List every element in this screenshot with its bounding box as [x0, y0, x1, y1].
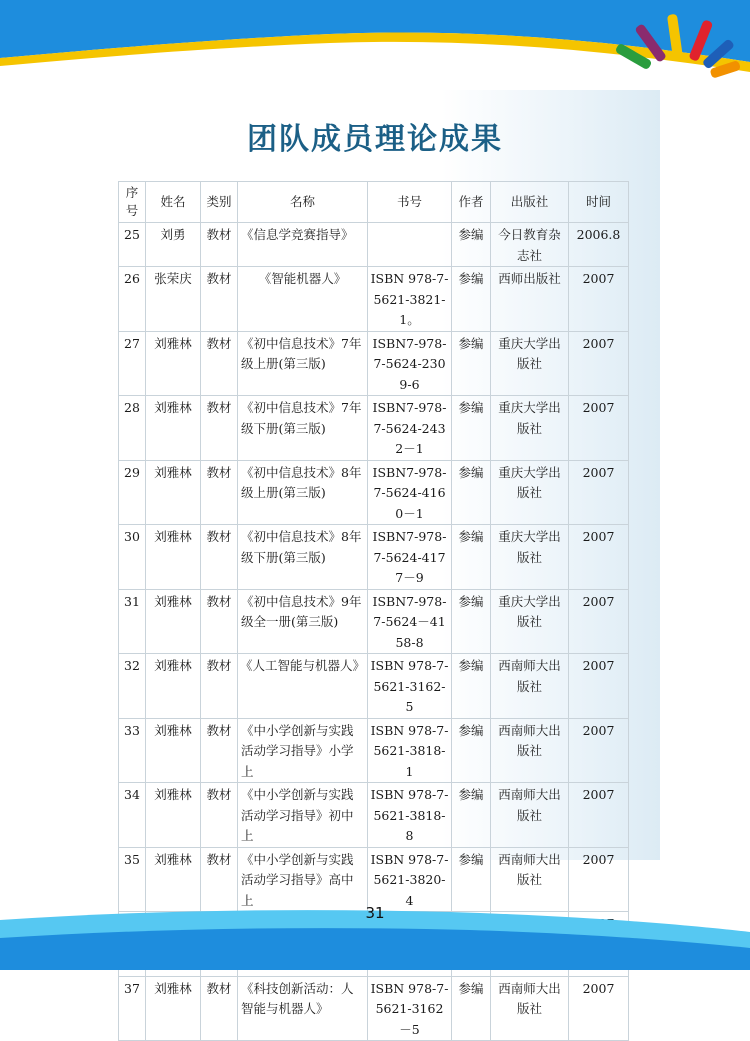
table-row — [119, 223, 629, 267]
cell-name: 刘勇 — [146, 223, 201, 267]
cell-name: 刘雅林 — [146, 847, 201, 912]
cell-name: 张荣庆 — [146, 267, 201, 332]
cell-role: 参编 — [452, 654, 491, 719]
cell-category: 教材 — [201, 223, 238, 267]
cell-time: 2006.8 — [569, 223, 629, 267]
cell-publisher: 西南师大出版社 — [491, 783, 569, 848]
cell-time: 2007 — [569, 331, 629, 396]
header-index: 序号 — [119, 182, 146, 223]
cell-time: 2007 — [569, 267, 629, 332]
cell-category: 教材 — [201, 396, 238, 461]
cell-role: 参编 — [452, 589, 491, 654]
header-time: 时间 — [569, 182, 629, 223]
cell-time: 2007 — [569, 396, 629, 461]
header-publisher: 出版社 — [491, 182, 569, 223]
cell-name: 刘雅林 — [146, 331, 201, 396]
cell-name: 刘雅林 — [146, 654, 201, 719]
cell-publisher: 西南师大出版社 — [491, 976, 569, 1041]
cell-name: 刘雅林 — [146, 589, 201, 654]
cell-category: 教材 — [201, 589, 238, 654]
cell-role: 参编 — [452, 223, 491, 267]
cell-name: 刘雅林 — [146, 460, 201, 525]
cell-category: 教材 — [201, 976, 238, 1041]
cell-index: 30 — [119, 525, 146, 590]
cell-index: 37 — [119, 976, 146, 1041]
cell-index: 28 — [119, 396, 146, 461]
cell-index: 29 — [119, 460, 146, 525]
header-category: 类别 — [201, 182, 238, 223]
cell-publisher: 西南师大出版社 — [491, 654, 569, 719]
cell-index: 35 — [119, 847, 146, 912]
footer-wave-decoration — [0, 890, 750, 970]
cell-name: 刘雅林 — [146, 783, 201, 848]
cell-publisher: 今日教育杂志社 — [491, 223, 569, 267]
cell-time: 2007 — [569, 718, 629, 783]
table-row — [119, 460, 629, 525]
cell-title: 《初中信息技术》8年级上册(第三版) — [238, 460, 368, 525]
cell-title: 《科技创新活动：人智能与机器人》 — [238, 976, 368, 1041]
cell-index: 31 — [119, 589, 146, 654]
cell-isbn: ISBN 978-7-5621-3162-5 — [368, 654, 452, 719]
cell-isbn: ISBN 978-7-5621-3820-4 — [368, 847, 452, 912]
cell-isbn: ISBN7-978-7-5624-2309-6 — [368, 331, 452, 396]
cell-time: 2007 — [569, 525, 629, 590]
header-role: 作者 — [452, 182, 491, 223]
cell-role: 参编 — [452, 783, 491, 848]
cell-time: 2007 — [569, 460, 629, 525]
cell-isbn: ISBN 978-7-5621-3818-8 — [368, 783, 452, 848]
cell-isbn: ISBN7-978-7-5624-2432－1 — [368, 396, 452, 461]
cell-isbn: ISBN 978-7-5621-3818-1 — [368, 718, 452, 783]
cell-role: 参编 — [452, 267, 491, 332]
cell-publisher: 重庆大学出版社 — [491, 331, 569, 396]
table-row — [119, 718, 629, 783]
cell-title: 《初中信息技术》7年级下册(第三版) — [238, 396, 368, 461]
header-name: 姓名 — [146, 182, 201, 223]
table-row — [119, 783, 629, 848]
cell-publisher: 重庆大学出版社 — [491, 589, 569, 654]
cell-name: 刘雅林 — [146, 976, 201, 1041]
cell-title: 《信息学竞赛指导》 — [238, 223, 368, 267]
cell-index: 32 — [119, 654, 146, 719]
cell-index: 25 — [119, 223, 146, 267]
table-header-row — [119, 182, 629, 223]
cell-title: 《中小学创新与实践活动学习指导》高中上 — [238, 847, 368, 912]
cell-category: 教材 — [201, 267, 238, 332]
cell-isbn: ISBN7-978-7-5624-4160－1 — [368, 460, 452, 525]
cell-title: 《中小学创新与实践活动学习指导》初中上 — [238, 783, 368, 848]
cell-category: 教材 — [201, 718, 238, 783]
cell-title: 《初中信息技术》7年级上册(第三版) — [238, 331, 368, 396]
cell-role: 参编 — [452, 976, 491, 1041]
cell-time: 2007 — [569, 589, 629, 654]
cell-publisher: 重庆大学出版社 — [491, 525, 569, 590]
cell-category: 教材 — [201, 847, 238, 912]
table-row — [119, 267, 629, 332]
cell-name: 刘雅林 — [146, 525, 201, 590]
cell-category: 教材 — [201, 460, 238, 525]
header-isbn: 书号 — [368, 182, 452, 223]
cell-publisher: 西南师大出版社 — [491, 847, 569, 912]
cell-category: 教材 — [201, 525, 238, 590]
cell-time: 2007 — [569, 783, 629, 848]
cell-title: 《中小学创新与实践活动学习指导》小学上 — [238, 718, 368, 783]
cell-category: 教材 — [201, 331, 238, 396]
cell-index: 34 — [119, 783, 146, 848]
cell-isbn: ISBN7-978-7-5624－4158-8 — [368, 589, 452, 654]
cell-isbn — [368, 223, 452, 267]
cell-role: 参编 — [452, 847, 491, 912]
cell-time: 2007 — [569, 847, 629, 912]
cell-index: 33 — [119, 718, 146, 783]
header-title: 名称 — [238, 182, 368, 223]
table-row — [119, 396, 629, 461]
cell-isbn: ISBN 978-7-5621-3162－5 — [368, 976, 452, 1041]
cell-time: 2007 — [569, 654, 629, 719]
cell-title: 《初中信息技术》9年级全一册(第三版) — [238, 589, 368, 654]
cell-category: 教材 — [201, 783, 238, 848]
cell-role: 参编 — [452, 396, 491, 461]
cell-title: 《智能机器人》 — [238, 267, 368, 332]
cell-publisher: 西南师大出版社 — [491, 718, 569, 783]
cell-isbn: ISBN 978-7-5621-3821-1。 — [368, 267, 452, 332]
cell-index: 26 — [119, 267, 146, 332]
cell-name: 刘雅林 — [146, 396, 201, 461]
cell-title: 《人工智能与机器人》 — [238, 654, 368, 719]
cell-role: 参编 — [452, 718, 491, 783]
table-row — [119, 976, 629, 1041]
table-row — [119, 525, 629, 590]
cell-publisher: 西师出版社 — [491, 267, 569, 332]
cell-name: 刘雅林 — [146, 718, 201, 783]
cell-title: 《初中信息技术》8年级下册(第三版) — [238, 525, 368, 590]
cell-category: 教材 — [201, 654, 238, 719]
page-title: 团队成员理论成果 — [247, 122, 503, 157]
page-number: 31 — [365, 904, 385, 922]
table-row — [119, 331, 629, 396]
cell-time: 2007 — [569, 976, 629, 1041]
cell-role: 参编 — [452, 525, 491, 590]
cell-role: 参编 — [452, 460, 491, 525]
cell-role: 参编 — [452, 331, 491, 396]
cell-index: 27 — [119, 331, 146, 396]
table-row — [119, 589, 629, 654]
cell-isbn: ISBN7-978-7-5624-4177－9 — [368, 525, 452, 590]
cell-publisher: 重庆大学出版社 — [491, 460, 569, 525]
table-row — [119, 654, 629, 719]
cell-publisher: 重庆大学出版社 — [491, 396, 569, 461]
